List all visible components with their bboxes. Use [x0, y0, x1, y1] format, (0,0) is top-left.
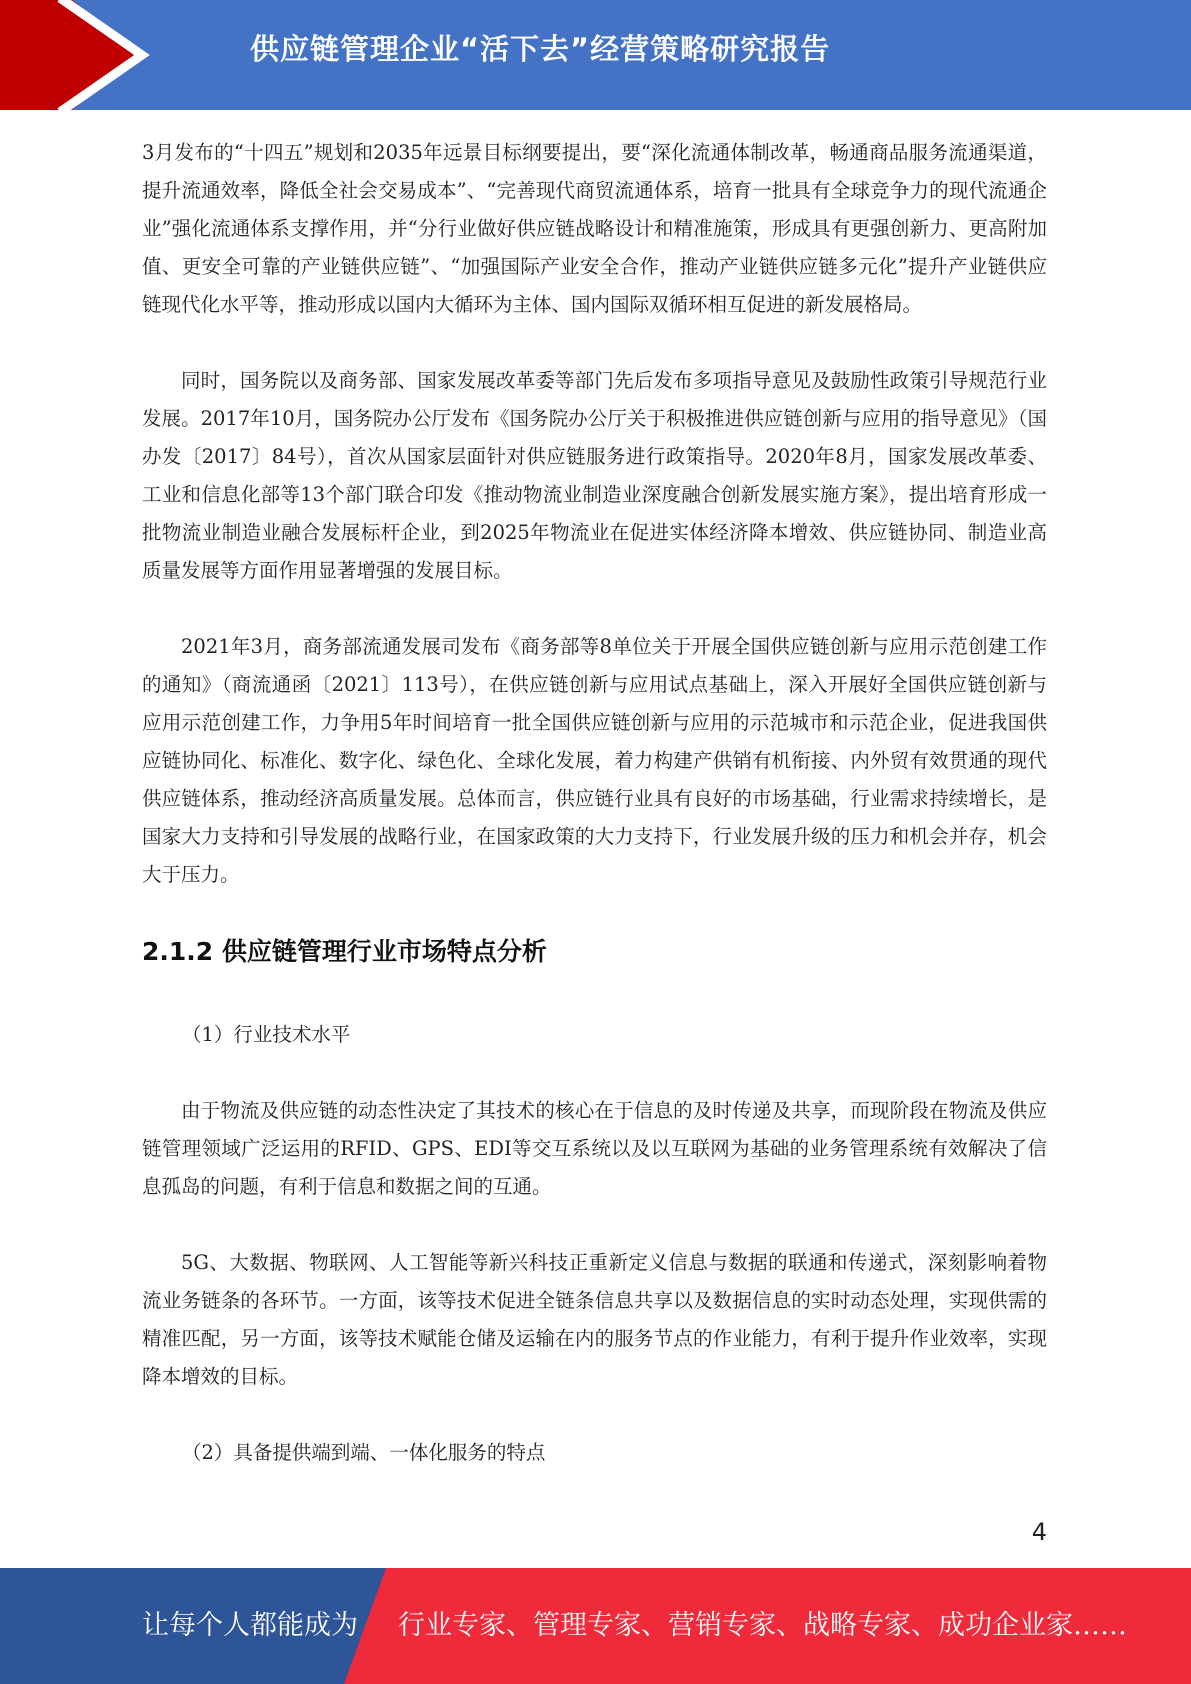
section-heading: 2.1.2 供应链管理行业市场特点分析	[142, 937, 547, 966]
report-title: 供应链管理企业“活下去”经营策略研究报告	[250, 32, 831, 66]
subheading-end-to-end-service: （2）具备提供端到端、一体化服务的特点	[182, 1441, 546, 1464]
subheading-technology-level: （1）行业技术水平	[182, 1023, 351, 1046]
footer-slogan-right: 行业专家、管理专家、营销专家、战略专家、成功企业家……	[398, 1610, 1127, 1641]
page-number: 4	[1031, 1518, 1047, 1546]
paragraph-state-council-policies: 同时，国务院以及商务部、国家发展改革委等部门先后发布多项指导意见及鼓励性政策引导规范行业发展。2017年10月，国务院办公厅发布《国务院办公厅关于积极推进供应链创新与应用的指导意见》（国办发〔2017〕84号），首次从国家层面针对供应链服务进行政策指导。2020年8月，国家发展改革委、工业和信息化部等13个部门联合印发《推动物流业制造业深度融合创新发展实施方案》，提出培育形成一批物流业制造业融合发展标杆企业，到2025年物流业在促进实体经济降本增效、供应链协同、制造业高质量发展等方面作用显著增强的发展目标。	[142, 369, 1047, 582]
footer-slogan-left: 让每个人都能成为	[142, 1610, 358, 1641]
paragraph-emerging-technology: 5G、大数据、物联网、人工智能等新兴科技正重新定义信息与数据的联通和传递式，深刻影响着物流业务链条的各环节。一方面，该等技术促进全链条信息共享以及数据信息的实时动态处理，实现供需的精准匹配，另一方面，该等技术赋能仓储及运输在内的服务节点的作业能力，有利于提升作业效率，实现降本增效的目标。	[142, 1251, 1047, 1388]
page-footer	[0, 1568, 1191, 1684]
page-header	[0, 0, 1191, 110]
paragraph-five-year-plan: 3月发布的“十四五”规划和2035年远景目标纲要提出，要“深化流通体制改革，畅通商品服务流通渠道，提升流通效率，降低全社会交易成本”、“完善现代商贸流通体系，培育一批具有全球竞争力的现代流通企业”强化流通体系支撑作用，并“分行业做好供应链战略设计和精准施策，形成具有更强创新力、更高附加值、更安全可靠的产业链供应链”、“加强国际产业安全合作，推动产业链供应链多元化”提升产业链供应链现代化水平等，推动形成以国内大循环为主体、国内国际双循环相互促进的新发展格局。	[142, 141, 1047, 316]
paragraph-information-technology: 由于物流及供应链的动态性决定了其技术的核心在于信息的及时传递及共享，而现阶段在物流及供应链管理领域广泛运用的RFID、GPS、EDI等交互系统以及以互联网为基础的业务管理系统有效解决了信息孤岛的问题，有利于信息和数据之间的互通。	[142, 1099, 1047, 1198]
paragraph-ministry-of-commerce-notice: 2021年3月，商务部流通发展司发布《商务部等8单位关于开展全国供应链创新与应用示范创建工作的通知》（商流通函〔2021〕113号），在供应链创新与应用试点基础上，深入开展好全国供应链创新与应用示范创建工作，力争用5年时间培育一批全国供应链创新与应用的示范城市和示范企业，促进我国供应链协同化、标准化、数字化、绿色化、全球化发展，着力构建产供销有机衔接、内外贸有效贯通的现代供应链体系，推动经济高质量发展。总体而言，供应链行业具有良好的市场基础，行业需求持续增长，是国家大力支持和引导发展的战略行业，在国家政策的大力支持下，行业发展升级的压力和机会并存，机会大于压力。	[142, 635, 1047, 886]
page-body	[142, 134, 1047, 1510]
